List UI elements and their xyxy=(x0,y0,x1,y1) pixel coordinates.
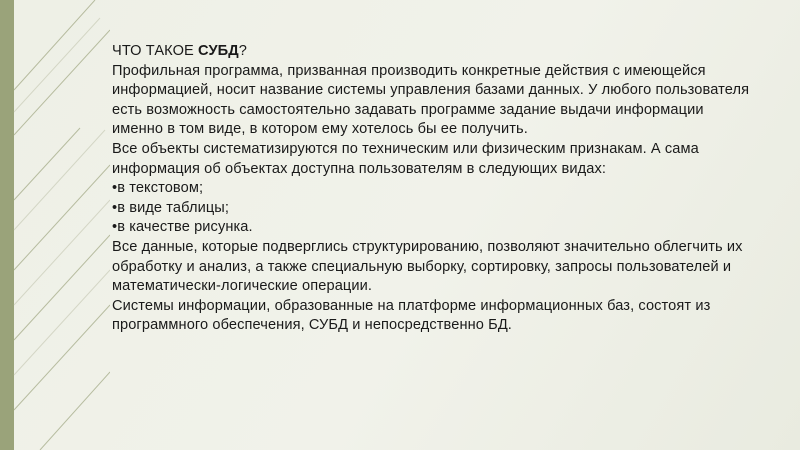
paragraph-objects: Все объекты систематизируются по техническим или физическим признакам. А сама информация об объектах доступна пользователям в следующих видах: xyxy=(112,140,699,177)
decorative-lines xyxy=(0,0,110,450)
list-item-text: •в текстовом; xyxy=(112,180,204,197)
title-bold: СУБД xyxy=(198,43,239,59)
title-prefix: ЧТО ТАКОЕ xyxy=(112,43,199,59)
slide-title xyxy=(112,42,752,62)
slide-text-block xyxy=(112,42,752,336)
paragraph-intro: Профильная программа, призванная производить конкретные действия с имеющейся информацией, носит название системы управления базами данных. У любого пользователя есть возможность самостоятельно задавать программе задание выдачи информации именно в том виде, в котором ему хотелось бы ее получить. xyxy=(112,62,750,138)
left-accent-bar xyxy=(0,0,14,450)
paragraph-systems: Системы информации, образованные на платформе информационных баз, состоят из программного обеспечения, СУБД и непосредственно БД. xyxy=(112,297,711,334)
title-suffix: ? xyxy=(238,43,247,59)
list-item-table: •в виде таблицы; xyxy=(112,199,230,216)
list-item-picture: •в качестве рисунка. xyxy=(112,219,253,236)
paragraph-structured-data: Все данные, которые подверглись структурированию, позволяют значительно облегчить их обработку и анализ, а также специальную выборку, сортировку, запросы пользователей и математически-логические операции. xyxy=(112,238,743,295)
